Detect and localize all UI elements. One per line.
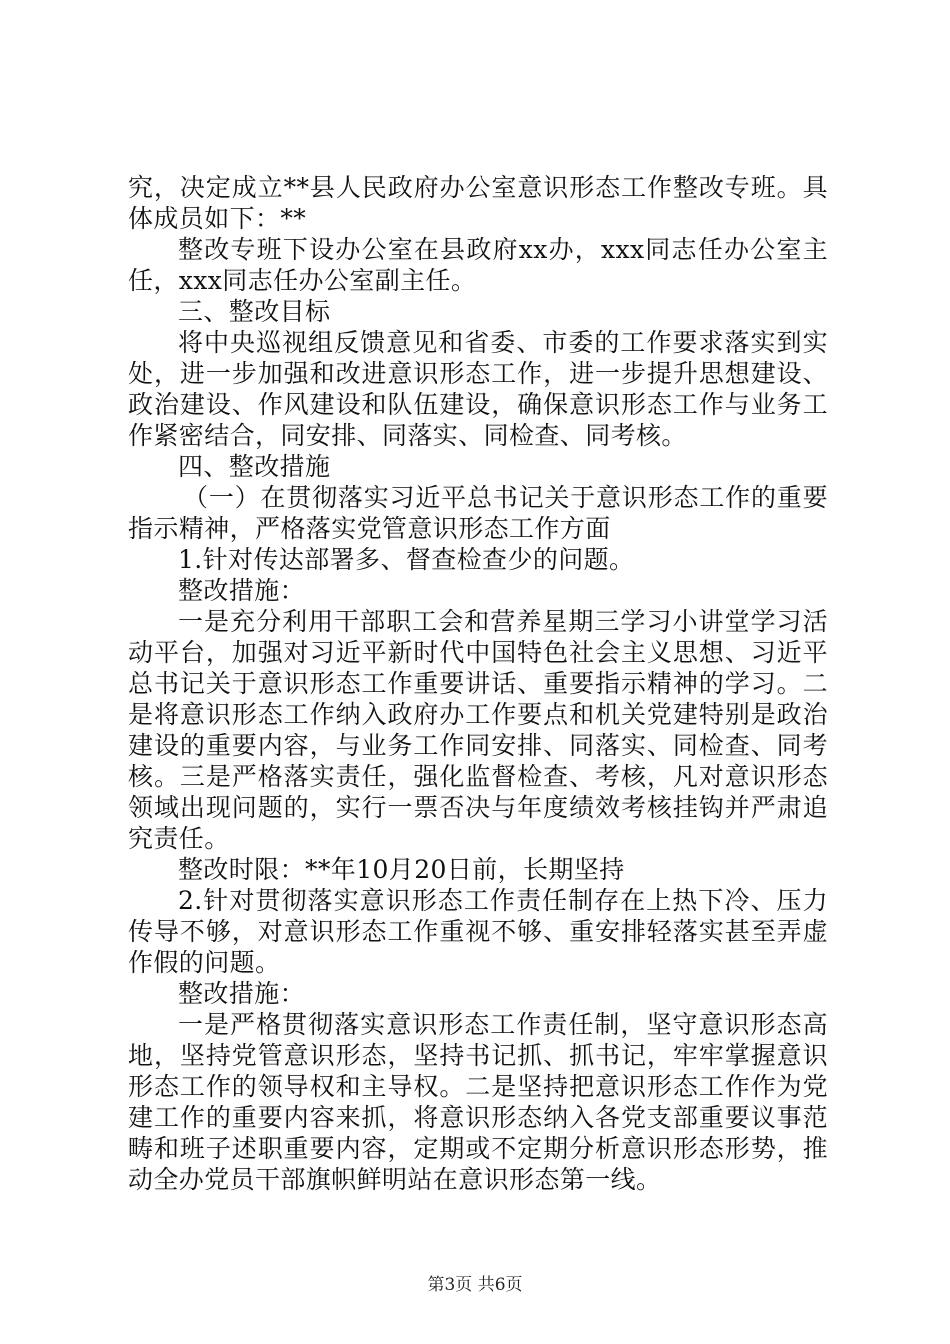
paragraph: 整改专班下设办公室在县政府xx办，xxx同志任办公室主任，xxx同志任办公室副主任。	[128, 235, 828, 295]
paragraph: 一是充分利用干部职工会和营养星期三学习小讲堂学习活动平台，加强对习近平新时代中国特色社会主义思想、习近平总书记关于意识形态工作重要讲话、重要指示精神的学习。二是将意识形态工作纳入政府办工作要点和机关党建特别是政治建设的重要内容，与业务工作同安排、同落实、同检查、同考核。三是严格落实责任，强化监督检查、考核，凡对意识形态领域出现问题的，实行一票否决与年度绩效考核挂钩并严肃追究责任。	[128, 607, 828, 853]
paragraph: 一是严格贯彻落实意识形态工作责任制，坚守意识形态高地，坚持党管意识形态，坚持书记抓、抓书记，牢牢掌握意识形态工作的领导权和主导权。二是坚持把意识形态工作作为党建工作的重要内容来抓，将意识形态纳入各党支部重要议事范畴和班子述职重要内容，定期或不定期分析意识形态形势，推动全办党员干部旗帜鲜明站在意识形态第一线。	[128, 1010, 828, 1194]
section-heading: 四、整改措施	[178, 452, 331, 481]
paragraph: 整改措施：	[178, 979, 306, 1008]
paragraph: 1.针对传达部署多、督查检查少的问题。	[178, 545, 635, 574]
subsection-heading: （一）在贯彻落实习近平总书记关于意识形态工作的重要指示精神，严格落实党管意识形态工作方面	[128, 483, 828, 543]
paragraph: 2.针对贯彻落实意识形态工作责任制存在上热下冷、压力传导不够，对意识形态工作重视不够、重安排轻落实甚至弄虚作假的问题。	[128, 886, 828, 977]
paragraph: 整改措施：	[178, 576, 306, 605]
paragraph: 将中央巡视组反馈意见和省委、市委的工作要求落实到实处，进一步加强和改进意识形态工作，进一步提升思想建设、政治建设、作风建设和队伍建设，确保意识形态工作与业务工作紧密结合，同安排、同落实、同检查、同考核。	[128, 328, 828, 450]
page-footer: 第3页 共6页	[427, 1275, 523, 1295]
paragraph: 究，决定成立**县人民政府办公室意识形态工作整改专班。具体成员如下：**	[128, 173, 828, 233]
paragraph: 整改时限：**年10月20日前，长期坚持	[178, 855, 625, 884]
section-heading: 三、整改目标	[178, 297, 331, 326]
document-body	[128, 172, 828, 1195]
